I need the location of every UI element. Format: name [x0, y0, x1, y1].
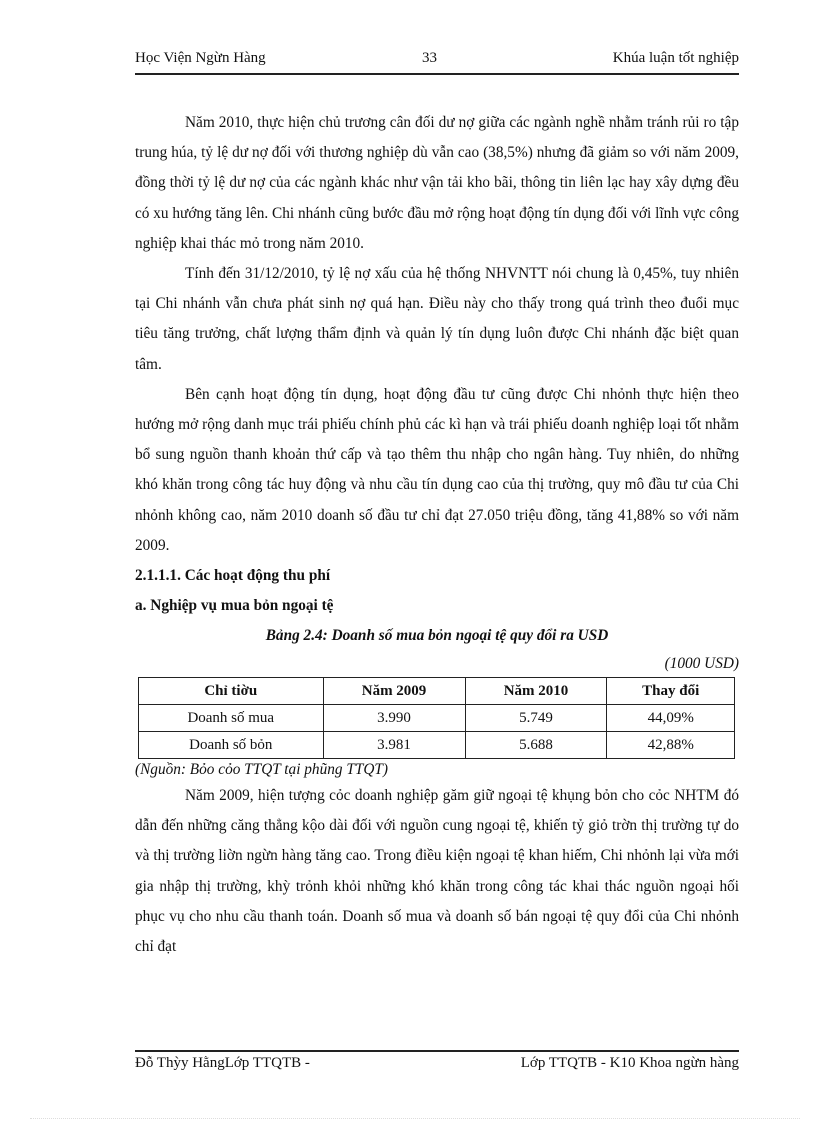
header-institution: Học Viện Ngừn Hàng: [135, 50, 266, 66]
header-document-type: Khúa luận tốt nghiệp: [612, 50, 739, 66]
page-number: 33: [422, 50, 437, 66]
paragraph-3: Bên cạnh hoạt động tín dụng, hoạt động đầu tư cũng được Chi nhỏnh thực hiện theo hướng mở rộng danh mục trái phiếu chính phủ các kì hạn và trái phiếu doanh nghiệp loại tốt nhằm bổ sung nguồn thanh khoản thứ cấp và tạo thêm thu nhập cho ngân hàng. Tuy nhiên, do những khó khăn trong công tác huy động và nhu cầu tín dụng cao của thị trường, quy mô đầu tư của Chi nhỏnh không cao, năm 2010 doanh số đầu tư chỉ đạt 27.050 triệu đồng, tăng 41,88% so với năm 2009.: [135, 385, 739, 554]
column-header: Năm 2009: [323, 678, 465, 705]
table-row: [139, 705, 735, 732]
fx-sales-table: [138, 677, 735, 759]
table-cell: 3.990: [323, 705, 465, 732]
subsection-heading: a. Nghiệp vụ mua bỏn ngoại tệ: [135, 597, 334, 615]
table-unit: (1000 USD): [664, 655, 739, 673]
table-row: [139, 732, 735, 759]
table-title: Bảng 2.4: Doanh số mua bỏn ngoại tệ quy đổi ra USD: [265, 627, 609, 645]
table-cell: 5.688: [465, 732, 607, 759]
table-header-row: [139, 678, 735, 705]
page-edge: [30, 1118, 800, 1119]
section-heading: 2.1.1.1. Các hoạt động thu phí: [135, 567, 331, 585]
table-cell: 5.749: [465, 705, 607, 732]
footer-class: Lớp TTQTB - K10 Khoa ngừn hàng: [520, 1055, 739, 1071]
header-divider: [135, 73, 739, 75]
page-body: [135, 108, 739, 962]
column-header: Thay đổi: [607, 678, 735, 705]
table-cell: 3.981: [323, 732, 465, 759]
paragraph-2: Tính đến 31/12/2010, tỷ lệ nợ xấu của hệ thống NHVNTT nói chung là 0,45%, tuy nhiên tại Chi nhánh vẫn chưa phát sinh nợ quá hạn. Điều này cho thấy trong quá trình theo đuổi mục tiêu tăng trưởng, chất lượng thẩm định và quản lý tín dụng luôn được Chi nhánh đặc biệt quan tâm.: [135, 265, 739, 373]
paragraph-4: Năm 2009, hiện tượng cỏc doanh nghiệp găm giữ ngoại tệ khụng bỏn cho cỏc NHTM đó dẫn đến những căng thẳng kộo dài đối với nguồn cung ngoại tệ, khiến tỷ giỏ trờn thị trường tự do và thị trường liờn ngừn hàng tăng cao. Trong điều kiện ngoại tệ khan hiếm, Chi nhỏnh lại vừa mới gia nhập thị trường, khỳ trỏnh khỏi những khó khăn trong công tác khai thác nguồn ngoại hối phục vụ cho nhu cầu thanh toán. Doanh số mua và doanh số bán ngoại tệ quy đổi của Chi nhỏnh chỉ đạt: [135, 787, 739, 956]
column-header: Chỉ tiờu: [139, 678, 324, 705]
table-cell: Doanh số bỏn: [139, 732, 324, 759]
page-footer: [135, 1055, 739, 1077]
column-header: Năm 2010: [465, 678, 607, 705]
footer-author: Đỗ Thỳy HằngLớp TTQTB -: [135, 1055, 310, 1071]
paragraph-1: Năm 2010, thực hiện chủ trương cân đối dư nợ giữa các ngành nghề nhằm tránh rủi ro tập trung húa, tỷ lệ dư nợ đối với thương nghiệp dù vẫn cao (38,5%) nhưng đã giảm so với năm 2009, đồng thời tỷ lệ dư nợ của các ngành khác như vận tải kho bãi, thông tin liên lạc hay xây dựng đều có xu hướng tăng lên. Chi nhánh cũng bước đầu mở rộng hoạt động tín dụng đối với lĩnh vực công nghiệp khai thác mỏ trong năm 2010.: [135, 114, 740, 252]
footer-divider: [135, 1050, 739, 1052]
page-header: [135, 48, 739, 72]
table-cell: Doanh số mua: [139, 705, 324, 732]
table-source: (Nguồn: Bỏo cỏo TTQT tại phũng TTQT): [135, 761, 389, 779]
table-cell: 42,88%: [607, 732, 735, 759]
table-cell: 44,09%: [607, 705, 735, 732]
